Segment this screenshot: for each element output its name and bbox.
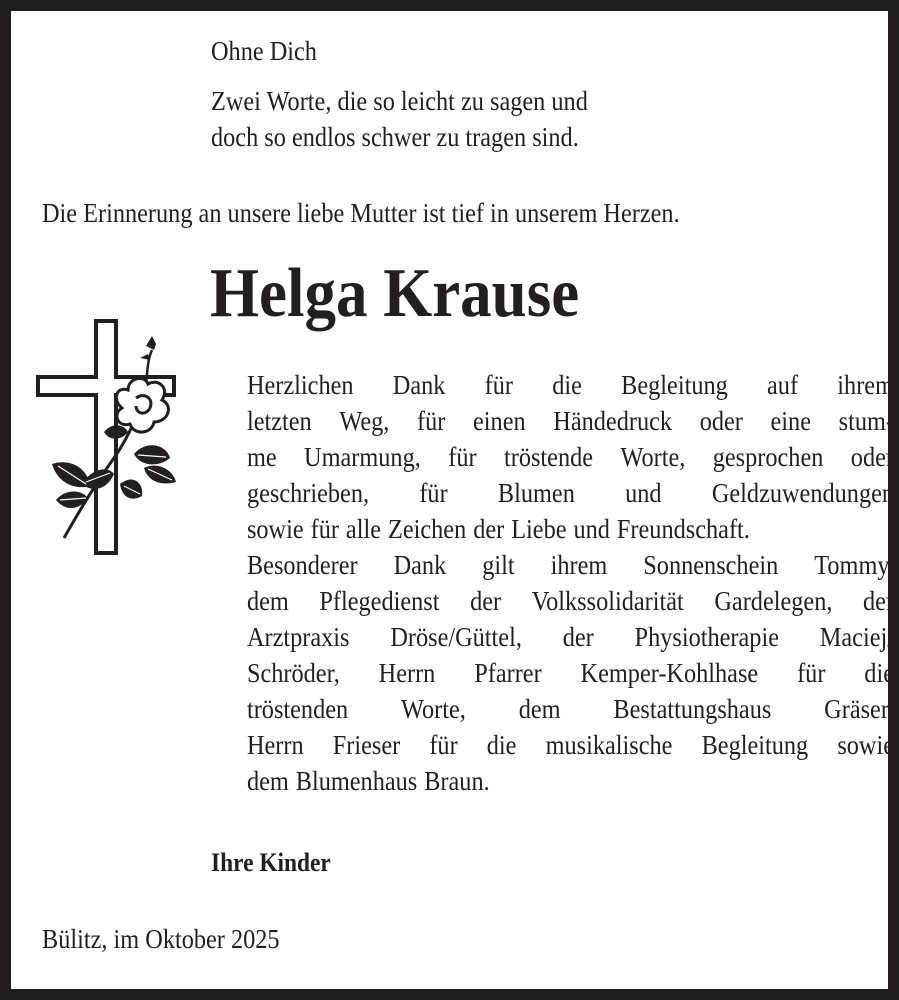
text-line: sowie für alle Zeichen der Liebe und Freundschaft. <box>246 514 750 544</box>
text-line: Besonderer Dank gilt ihrem Sonnenschein Tommy, <box>246 550 895 580</box>
poem-line-2: doch so endlos schwer zu tragen sind. <box>211 122 579 152</box>
text-line: dem Pflegedienst der Volkssolidarität Gardelegen, der <box>246 586 895 616</box>
intro-text: Die Erinnerung an unsere liebe Mutter ist tief in unserem Herzen. <box>42 198 680 228</box>
poem-line-1: Zwei Worte, die so leicht zu sagen und <box>211 86 588 116</box>
cross-with-rose-icon <box>36 318 178 558</box>
text-line: Herzlichen Dank für die Begleitung auf ihrem <box>246 370 894 400</box>
signature: Ihre Kinder <box>211 848 331 877</box>
text-line: tröstenden Worte, dem Bestattungshaus Gräser, <box>246 694 895 724</box>
thanks-paragraph-2 <box>211 547 895 799</box>
text-line: me Umarmung, für tröstende Worte, gesprochen oder <box>246 442 894 472</box>
text-line: Arztpraxis Dröse/Güttel, der Physiotherapie Maciej/ <box>246 622 895 652</box>
text-line: Herrn Frieser für die musikalische Begleitung sowie <box>246 730 895 760</box>
text-line: letzten Weg, für einen Händedruck oder eine stum- <box>246 406 895 436</box>
text-line: geschrieben, für Blumen und Geldzuwendungen <box>246 478 895 508</box>
text-line: dem Blumenhaus Braun. <box>246 766 490 796</box>
poem-title: Ohne Dich <box>211 36 317 66</box>
text-line: Schröder, Herrn Pfarrer Kemper-Kohlhase für die <box>246 658 895 688</box>
deceased-name: Helga Krause <box>210 255 580 332</box>
place-date: Bülitz, im Oktober 2025 <box>42 924 280 954</box>
thanks-paragraph-1 <box>211 367 895 547</box>
